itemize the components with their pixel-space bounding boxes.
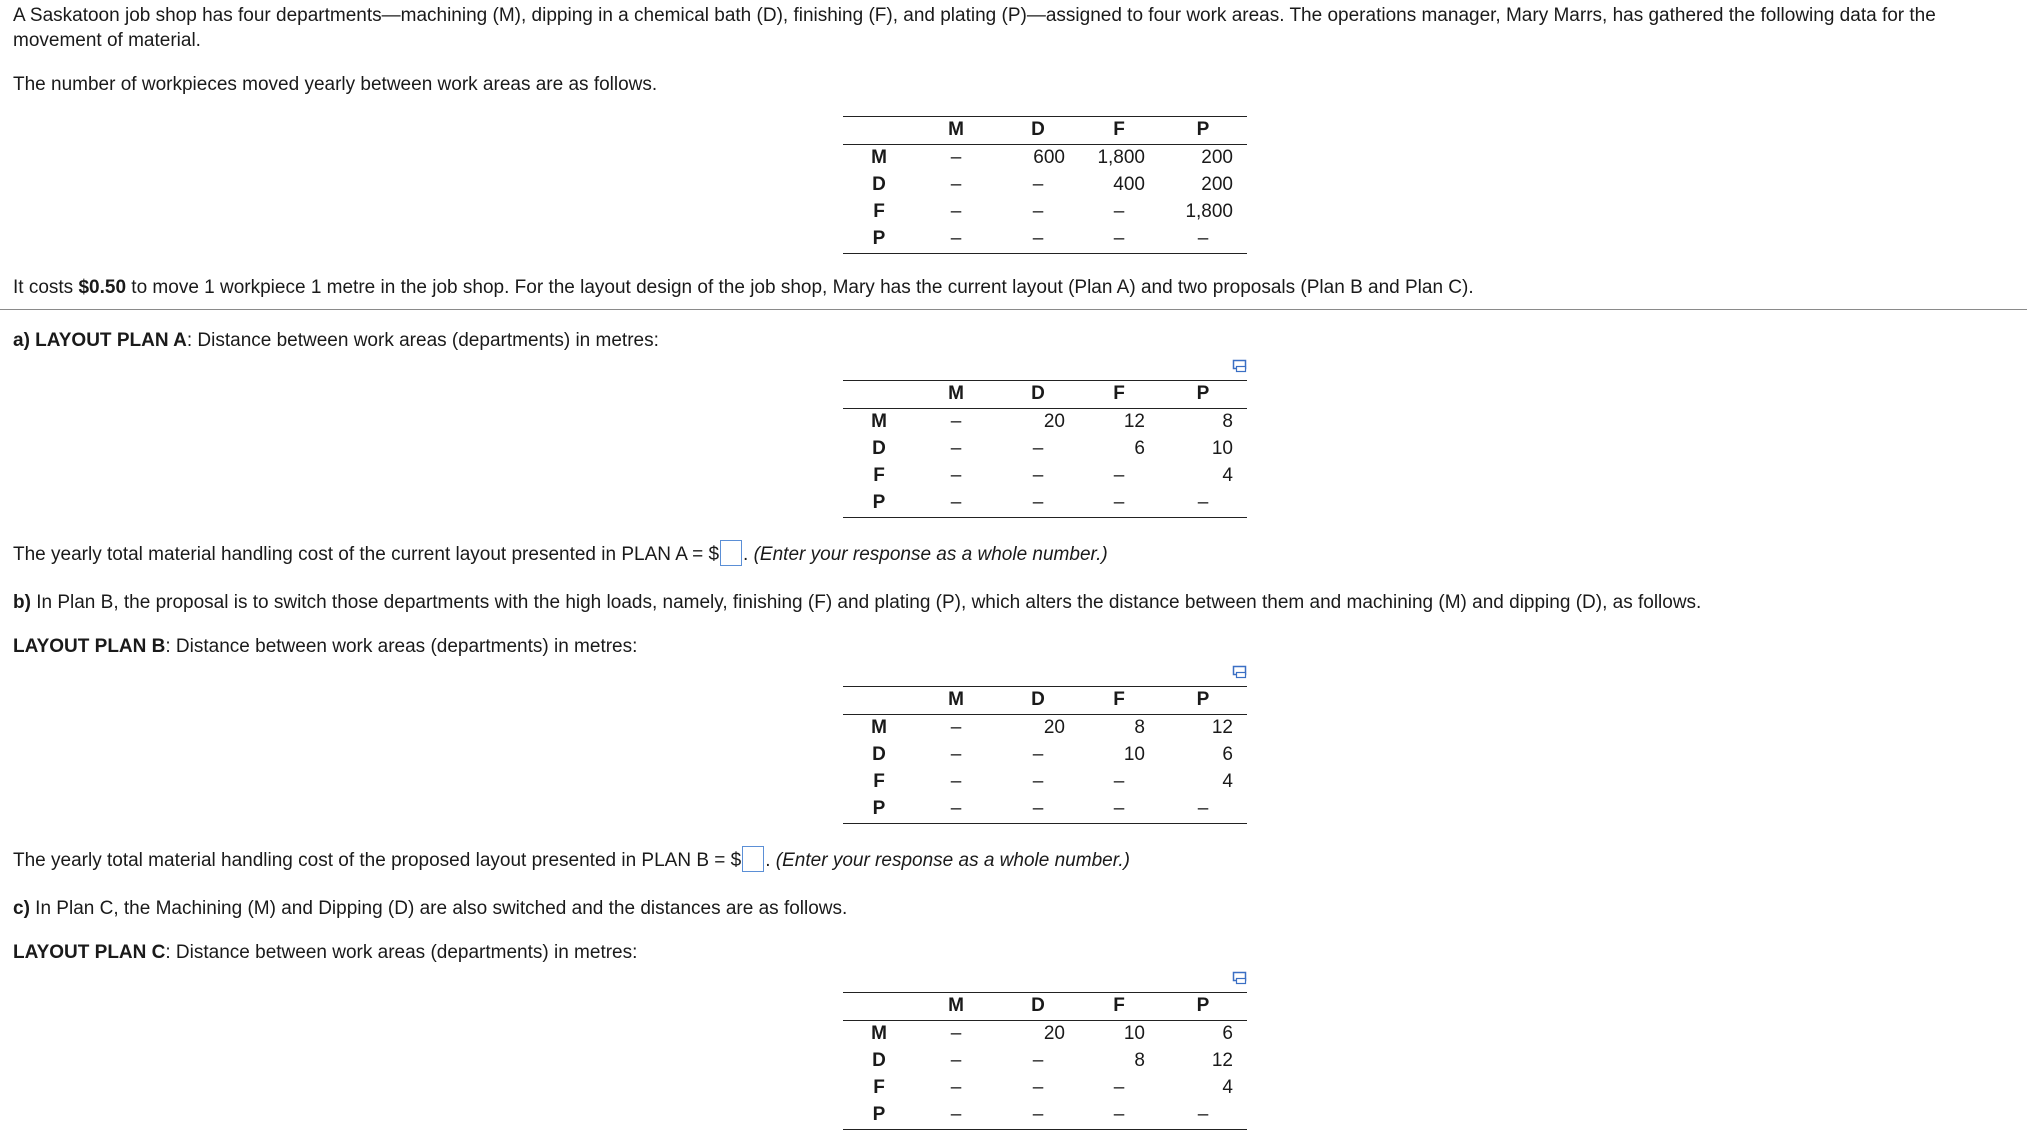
- cell: –: [1032, 1104, 1044, 1126]
- cell: –: [1032, 798, 1044, 820]
- cell: –: [1113, 771, 1125, 793]
- col-header: M: [915, 117, 997, 145]
- cell: –: [1197, 492, 1209, 514]
- table-row: [843, 199, 1247, 226]
- cell: –: [1197, 228, 1209, 250]
- row-header: P: [872, 492, 886, 514]
- col-header: D: [997, 687, 1079, 715]
- row-header: D: [872, 438, 886, 460]
- plan-a-distance-table: [843, 380, 1247, 518]
- cell: 1,800: [1097, 147, 1145, 169]
- cell: –: [1032, 201, 1044, 223]
- cost-value: $0.50: [78, 277, 127, 298]
- table-row: [843, 742, 1247, 769]
- cell: –: [1113, 465, 1125, 487]
- plan-c-heading: LAYOUT PLAN C: Distance between work areas (departments) in metres:: [13, 942, 638, 963]
- table-row: [843, 1075, 1247, 1102]
- table-row: [843, 1048, 1247, 1075]
- col-header: P: [1159, 993, 1247, 1021]
- cell: 200: [1201, 147, 1233, 169]
- table-row: [843, 490, 1247, 518]
- table-row: [843, 145, 1247, 173]
- cell: –: [1032, 492, 1044, 514]
- corner-cell: [843, 381, 915, 409]
- cell: –: [1197, 798, 1209, 820]
- cell: 12: [1211, 1050, 1233, 1072]
- cell: 12: [1211, 717, 1233, 739]
- col-header: F: [1079, 993, 1159, 1021]
- cell: –: [1032, 228, 1044, 250]
- copy-table-icon[interactable]: [1232, 359, 1248, 373]
- col-header: M: [915, 993, 997, 1021]
- cell: –: [1113, 1104, 1125, 1126]
- table-row: [843, 1021, 1247, 1049]
- copy-table-icon[interactable]: [1232, 971, 1248, 985]
- cell: 8: [1134, 717, 1145, 739]
- col-header: D: [997, 117, 1079, 145]
- col-header: F: [1079, 117, 1159, 145]
- col-header: D: [997, 381, 1079, 409]
- cell: –: [950, 1104, 962, 1126]
- col-header: F: [1079, 687, 1159, 715]
- cell: 8: [1134, 1050, 1145, 1072]
- row-header: F: [873, 465, 885, 487]
- cell: –: [1113, 228, 1125, 250]
- row-header: M: [871, 411, 887, 433]
- table-row: [843, 796, 1247, 824]
- row-header: M: [871, 147, 887, 169]
- col-header: P: [1159, 381, 1247, 409]
- plan-b-intro: b) In Plan B, the proposal is to switch those departments with the high loads, namely, finishing (F) and plating (P), which alters the distance between them and machining (M) and dipping (D), as follows.: [13, 592, 1702, 613]
- cell: 4: [1222, 771, 1233, 793]
- table-row: [843, 172, 1247, 199]
- plan-c-distance-table: [843, 992, 1247, 1130]
- table-row: [843, 409, 1247, 437]
- cell: 20: [1043, 411, 1065, 433]
- row-header: M: [871, 1023, 887, 1045]
- row-header: F: [873, 771, 885, 793]
- cell: –: [1032, 771, 1044, 793]
- plan-b-answer-hint: (Enter your response as a whole number.): [775, 850, 1130, 871]
- cell: –: [1113, 1077, 1125, 1099]
- col-header: P: [1159, 117, 1247, 145]
- cell: –: [950, 798, 962, 820]
- cell: –: [1113, 492, 1125, 514]
- plan-b-answer-line: The yearly total material handling cost of the proposed layout presented in PLAN B = $ . (Enter your response as a whole number.): [13, 849, 2003, 874]
- cell: –: [950, 1050, 962, 1072]
- cell: 600: [1033, 147, 1065, 169]
- cell: 20: [1043, 1023, 1065, 1045]
- cell: –: [950, 717, 962, 739]
- cell: 10: [1211, 438, 1233, 460]
- plan-a-answer-hint: (Enter your response as a whole number.): [753, 544, 1108, 565]
- cell: –: [950, 438, 962, 460]
- problem-intro: A Saskatoon job shop has four departments—machining (M), dipping in a chemical bath (D), finishing (F), and plating (P)—assigned to four work areas. The operations manager, Mary Marrs, has gathered the following data for the movement of material.: [13, 5, 1936, 51]
- cell: –: [1032, 1050, 1044, 1072]
- copy-table-icon[interactable]: [1232, 665, 1248, 679]
- cell: –: [1197, 1104, 1209, 1126]
- section-divider: [0, 309, 2027, 310]
- row-header: F: [873, 1077, 885, 1099]
- plan-a-answer-line: The yearly total material handling cost of the current layout presented in PLAN A = $ . (Enter your response as a whole number.): [13, 543, 2003, 568]
- cell: –: [1032, 744, 1044, 766]
- cell: –: [1032, 438, 1044, 460]
- cell: –: [950, 492, 962, 514]
- cost-statement: It costs $0.50 to move 1 workpiece 1 metre in the job shop. For the layout design of the job shop, Mary has the current layout (Plan A) and two proposals (Plan B and Plan C).: [13, 277, 1474, 298]
- cell: 10: [1123, 744, 1145, 766]
- cell: –: [950, 744, 962, 766]
- moves-table: [843, 116, 1247, 254]
- table-row: [843, 715, 1247, 743]
- plan-b-heading: LAYOUT PLAN B: Distance between work areas (departments) in metres:: [13, 636, 638, 657]
- cell: –: [950, 771, 962, 793]
- cell: –: [950, 201, 962, 223]
- table-row: [843, 769, 1247, 796]
- cell: –: [950, 228, 962, 250]
- cell: –: [950, 465, 962, 487]
- cell: –: [950, 174, 962, 196]
- cell: –: [950, 1023, 962, 1045]
- row-header: D: [872, 744, 886, 766]
- cell: 4: [1222, 465, 1233, 487]
- col-header: M: [915, 687, 997, 715]
- row-header: D: [872, 1050, 886, 1072]
- col-header: D: [997, 993, 1079, 1021]
- plan-a-answer-input[interactable]: [720, 540, 742, 566]
- table-row: [843, 436, 1247, 463]
- cell: 200: [1201, 174, 1233, 196]
- table-row: [843, 463, 1247, 490]
- table-row: [843, 1102, 1247, 1130]
- cell: 1,800: [1185, 201, 1233, 223]
- cell: –: [950, 1077, 962, 1099]
- cell: 6: [1222, 1023, 1233, 1045]
- cell: –: [950, 147, 962, 169]
- moves-caption: The number of workpieces moved yearly between work areas are as follows.: [13, 74, 658, 95]
- cell: –: [1113, 201, 1125, 223]
- cell: 8: [1222, 411, 1233, 433]
- corner-cell: [843, 993, 915, 1021]
- col-header: M: [915, 381, 997, 409]
- plan-c-intro: c) In Plan C, the Machining (M) and Dipping (D) are also switched and the distances are as follows.: [13, 898, 848, 919]
- corner-cell: [843, 687, 915, 715]
- cell: 10: [1123, 1023, 1145, 1045]
- cell: 20: [1043, 717, 1065, 739]
- row-header: D: [872, 174, 886, 196]
- plan-a-heading: a) LAYOUT PLAN A: Distance between work areas (departments) in metres:: [13, 330, 659, 351]
- plan-b-answer-input[interactable]: [742, 846, 764, 872]
- plan-b-distance-table: [843, 686, 1247, 824]
- cell: 400: [1113, 174, 1145, 196]
- col-header: P: [1159, 687, 1247, 715]
- cell: 6: [1134, 438, 1145, 460]
- row-header: P: [872, 1104, 886, 1126]
- corner-cell: [843, 117, 915, 145]
- cell: 12: [1123, 411, 1145, 433]
- row-header: P: [872, 228, 886, 250]
- col-header: F: [1079, 381, 1159, 409]
- row-header: M: [871, 717, 887, 739]
- cell: 6: [1222, 744, 1233, 766]
- row-header: P: [872, 798, 886, 820]
- cell: –: [1032, 174, 1044, 196]
- table-row: [843, 226, 1247, 254]
- row-header: F: [873, 201, 885, 223]
- cell: –: [1032, 1077, 1044, 1099]
- cell: –: [950, 411, 962, 433]
- cell: –: [1113, 798, 1125, 820]
- cell: –: [1032, 465, 1044, 487]
- cell: 4: [1222, 1077, 1233, 1099]
